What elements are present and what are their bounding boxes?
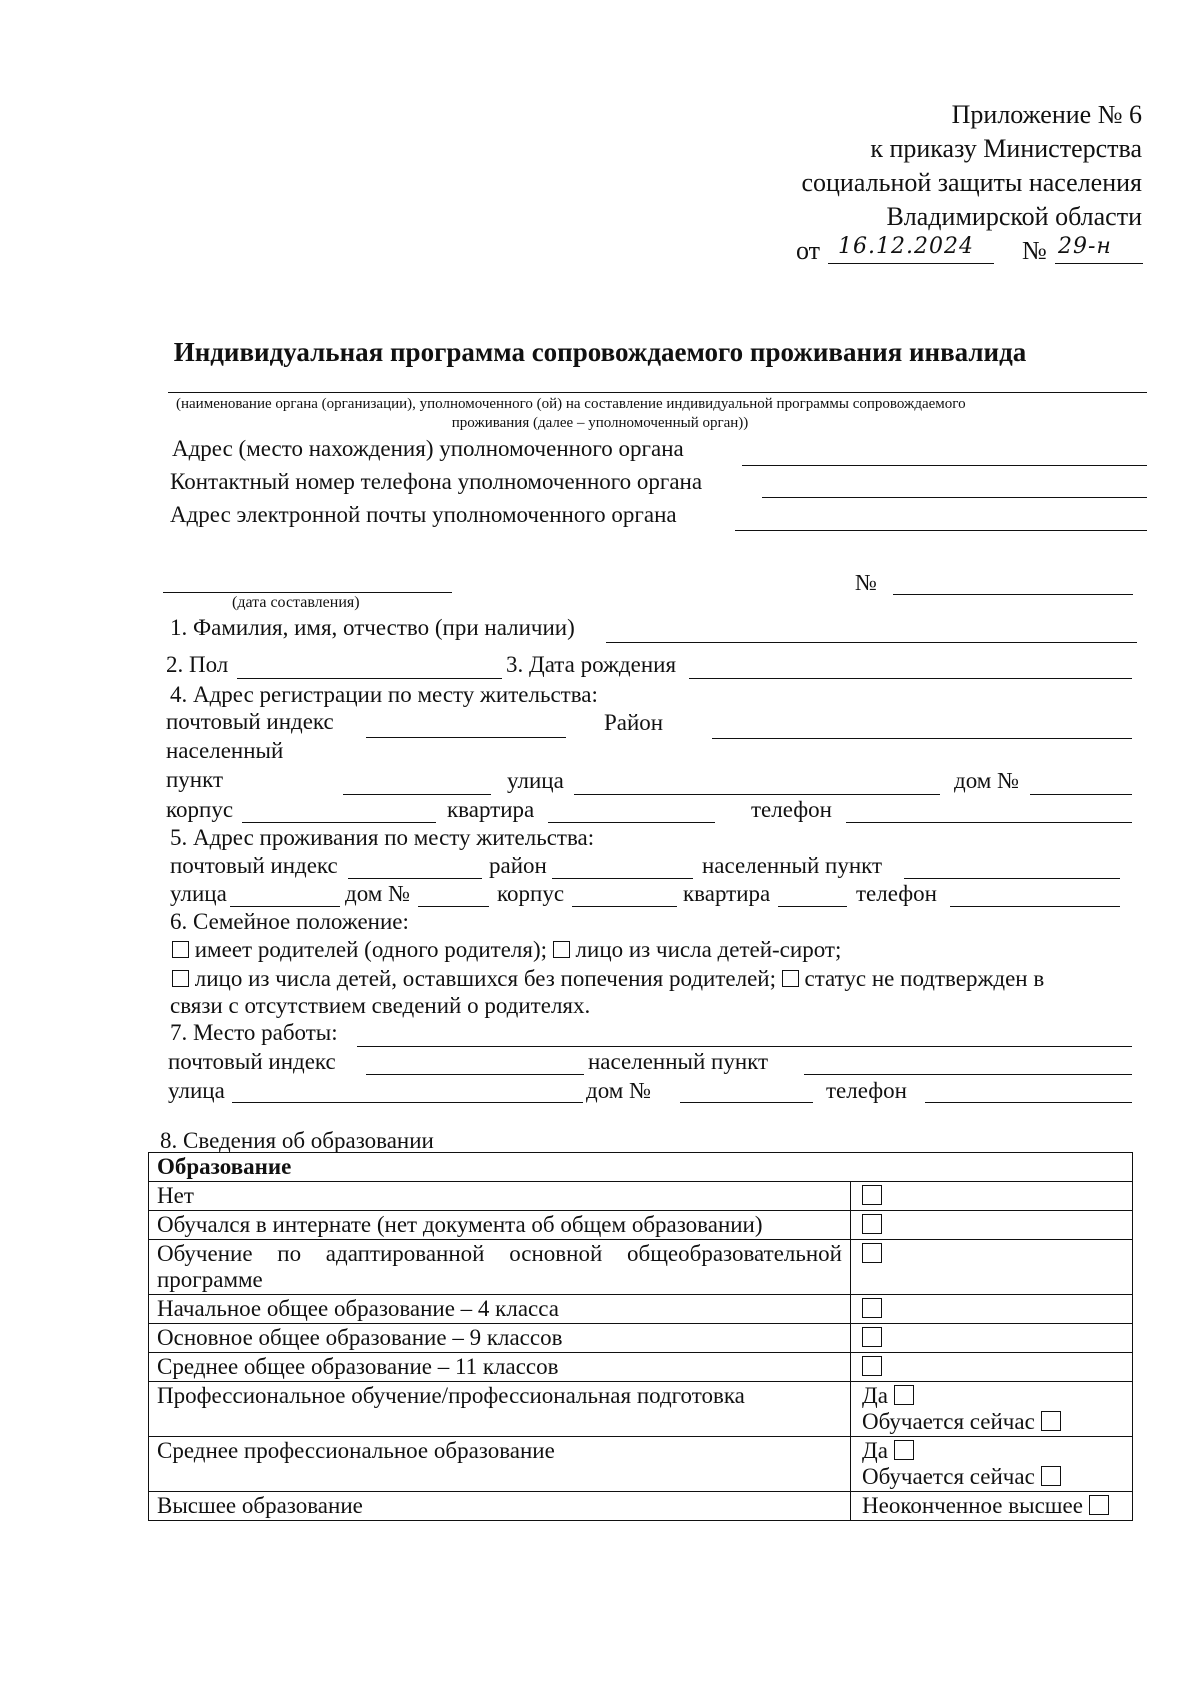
education-label: Обучался в интернате (нет документа об общем образовании) <box>149 1211 851 1240</box>
compile-date-caption: (дата составления) <box>232 594 360 611</box>
order-date-value: 16.12.2024 <box>838 234 974 259</box>
work-house-label: дом № <box>586 1078 652 1103</box>
live-settlement-label: населенный пункт <box>702 853 883 878</box>
checkbox-education-basic[interactable] <box>862 1327 882 1347</box>
education-option-studying: Обучается сейчас <box>862 1464 1035 1489</box>
checkbox-secondary-vocational-studying[interactable] <box>1041 1466 1061 1486</box>
reg-district-field[interactable] <box>712 738 1132 739</box>
education-table <box>148 1152 1133 1521</box>
reg-building-field[interactable] <box>242 822 436 823</box>
program-number-field[interactable] <box>893 594 1133 595</box>
education-section-title: 8. Сведения об образовании <box>160 1128 434 1153</box>
attachment-title: Приложение № 6 <box>951 100 1142 129</box>
reg-address-label: 4. Адрес регистрации по месту жительства: <box>170 682 598 707</box>
birth-field[interactable] <box>689 678 1132 679</box>
organ-phone-field[interactable] <box>762 497 1147 498</box>
education-option-yes: Да <box>862 1383 888 1408</box>
document-title: Индивидуальная программа сопровождаемого проживания инвалида <box>173 337 1027 367</box>
work-label: 7. Место работы: <box>170 1020 338 1045</box>
table-row <box>149 1211 1133 1240</box>
work-postal-field[interactable] <box>366 1074 584 1075</box>
reg-house-field[interactable] <box>1030 794 1132 795</box>
fio-field[interactable] <box>606 642 1137 643</box>
live-street-label: улица <box>170 881 227 906</box>
family-option-orphan: лицо из числа детей-сирот; <box>575 937 842 962</box>
reg-street-field[interactable] <box>574 794 940 795</box>
order-date-prefix: от <box>796 236 821 265</box>
live-district-field[interactable] <box>552 878 693 879</box>
live-postal-label: почтовый индекс <box>170 853 338 878</box>
family-option-no-parental-care: лицо из числа детей, оставшихся без попечения родителей; <box>194 966 777 991</box>
checkbox-education-secondary[interactable] <box>862 1356 882 1376</box>
table-row <box>149 1492 1133 1521</box>
checkbox-has-parents[interactable] <box>172 941 189 958</box>
checkbox-education-adapted[interactable] <box>862 1243 882 1263</box>
reg-apartment-field[interactable] <box>548 822 715 823</box>
work-settlement-label: населенный пункт <box>588 1049 769 1074</box>
compile-date-field[interactable] <box>163 592 452 593</box>
table-row <box>149 1153 1133 1182</box>
live-building-label: корпус <box>497 881 565 906</box>
reg-district-label: Район <box>604 710 664 735</box>
table-row <box>149 1382 1133 1437</box>
work-street-field[interactable] <box>232 1102 583 1103</box>
organ-caption-line1: (наименование органа (организации), уполномоченного (ой) на составление индивидуальной программы сопровождаемого <box>176 396 966 412</box>
live-postal-field[interactable] <box>348 878 482 879</box>
checkbox-vocational-studying[interactable] <box>1041 1411 1061 1431</box>
work-phone-field[interactable] <box>925 1102 1132 1103</box>
work-house-field[interactable] <box>680 1102 813 1103</box>
live-district-label: район <box>489 853 547 878</box>
family-option-has-parents: имеет родителей (одного родителя); <box>194 937 548 962</box>
checkbox-education-none[interactable] <box>862 1185 882 1205</box>
table-row <box>149 1182 1133 1211</box>
live-settlement-field[interactable] <box>904 878 1120 879</box>
family-row-2 <box>172 966 1044 992</box>
organ-email-field[interactable] <box>735 530 1147 531</box>
education-option-yes: Да <box>862 1438 888 1463</box>
birth-label: 3. Дата рождения <box>506 652 677 677</box>
reg-building-label: корпус <box>166 797 234 822</box>
checkbox-no-parental-care[interactable] <box>172 970 189 987</box>
reg-phone-field[interactable] <box>846 822 1132 823</box>
education-label: Нет <box>149 1182 851 1211</box>
sex-label: 2. Пол <box>166 652 229 677</box>
checkbox-secondary-vocational-yes[interactable] <box>894 1440 914 1460</box>
reg-phone-label: телефон <box>751 797 832 822</box>
checkbox-education-boarding[interactable] <box>862 1214 882 1234</box>
attachment-order: к приказу Министерства <box>870 134 1142 163</box>
attachment-ministry: социальной защиты населения <box>801 168 1142 197</box>
live-address-label: 5. Адрес проживания по месту жительства: <box>170 825 595 850</box>
education-label: Начальное общее образование – 4 класса <box>149 1295 851 1324</box>
reg-settlement-field[interactable] <box>343 794 491 795</box>
education-header: Образование <box>149 1153 1133 1182</box>
table-row <box>149 1324 1133 1353</box>
table-row <box>149 1437 1133 1492</box>
live-street-field[interactable] <box>230 906 340 907</box>
education-option-incomplete-higher: Неоконченное высшее <box>862 1493 1083 1518</box>
live-phone-field[interactable] <box>950 906 1120 907</box>
organ-phone-label: Контактный номер телефона уполномоченного органа <box>170 469 703 494</box>
program-number-label: № <box>855 570 877 595</box>
attachment-region: Владимирской области <box>886 202 1142 231</box>
live-apartment-field[interactable] <box>778 906 847 907</box>
reg-apartment-label: квартира <box>447 797 535 822</box>
family-row-1 <box>172 937 841 963</box>
organ-email-label: Адрес электронной почты уполномоченного органа <box>170 502 677 527</box>
education-label: Среднее общее образование – 11 классов <box>149 1353 851 1382</box>
organ-address-field[interactable] <box>742 465 1147 466</box>
checkbox-status-unconfirmed[interactable] <box>782 970 799 987</box>
organ-caption-line2: проживания (далее – уполномоченный орган)) <box>451 415 749 431</box>
checkbox-education-primary[interactable] <box>862 1298 882 1318</box>
live-house-field[interactable] <box>418 906 489 907</box>
work-street-label: улица <box>168 1078 225 1103</box>
organ-address-label: Адрес (место нахождения) уполномоченного органа <box>172 436 684 461</box>
table-row <box>149 1295 1133 1324</box>
checkbox-incomplete-higher[interactable] <box>1089 1495 1109 1515</box>
work-field[interactable] <box>357 1046 1132 1047</box>
table-row <box>149 1353 1133 1382</box>
table-row <box>149 1240 1133 1295</box>
education-label: Основное общее образование – 9 классов <box>149 1324 851 1353</box>
reg-postal-field[interactable] <box>366 737 566 738</box>
family-option-status-unconfirmed-2: связи с отсутствием сведений о родителях. <box>170 993 591 1018</box>
reg-postal-label: почтовый индекс <box>166 709 334 734</box>
work-phone-label: телефон <box>826 1078 907 1103</box>
reg-settlement-label: населенный <box>166 738 284 763</box>
order-number-value: 29-н <box>1058 234 1112 259</box>
checkbox-orphan[interactable] <box>553 941 570 958</box>
sex-field[interactable] <box>237 678 502 679</box>
live-apartment-label: квартира <box>683 881 771 906</box>
education-label: Обучение по адаптированной основной общеобразовательной программе <box>149 1240 851 1295</box>
education-label: Высшее образование <box>149 1492 851 1521</box>
checkbox-vocational-yes[interactable] <box>894 1385 914 1405</box>
family-option-status-unconfirmed: статус не подтвержден в <box>804 966 1045 991</box>
reg-settlement-label-2: пункт <box>166 767 224 792</box>
live-building-field[interactable] <box>572 906 677 907</box>
live-house-label: дом № <box>345 881 411 906</box>
work-settlement-field[interactable] <box>804 1074 1132 1075</box>
order-number-prefix: № <box>1022 236 1047 265</box>
education-label: Среднее профессиональное образование <box>149 1437 851 1492</box>
education-label: Профессиональное обучение/профессиональная подготовка <box>149 1382 851 1437</box>
reg-street-label: улица <box>507 768 564 793</box>
work-postal-label: почтовый индекс <box>168 1049 336 1074</box>
family-label: 6. Семейное положение: <box>170 909 409 934</box>
fio-label: 1. Фамилия, имя, отчество (при наличии) <box>170 615 575 640</box>
education-option-studying: Обучается сейчас <box>862 1409 1035 1434</box>
reg-house-label: дом № <box>954 768 1020 793</box>
live-phone-label: телефон <box>856 881 937 906</box>
